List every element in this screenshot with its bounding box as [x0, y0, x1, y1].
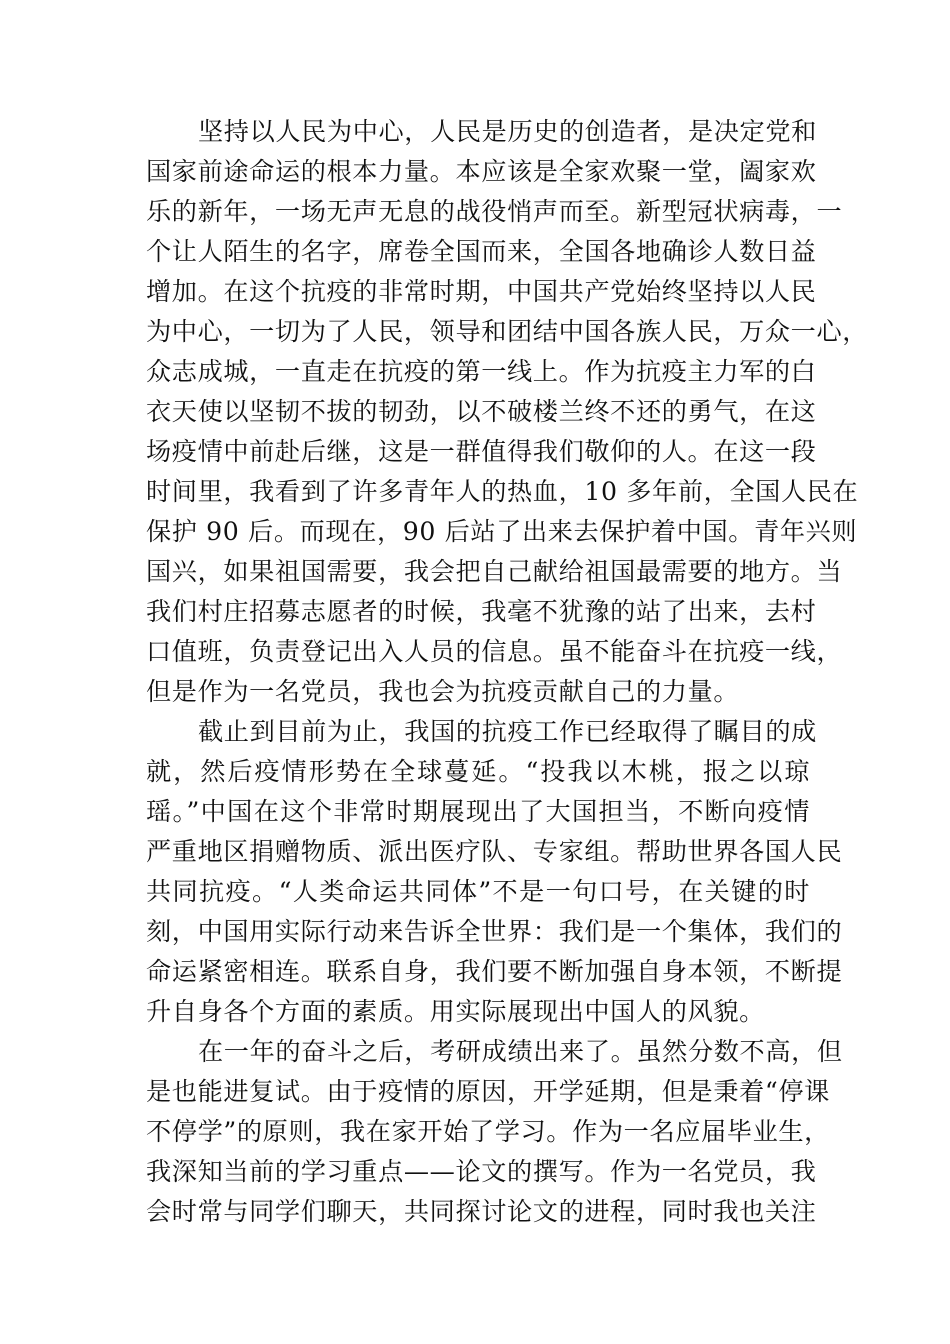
- paragraph-line: 场疫情中前赴后继，这是一群值得我们敬仰的人。在这一段: [146, 437, 817, 466]
- paragraph-line: 为中心，一切为了人民，领导和团结中国各族人民，万众一心，: [146, 317, 869, 346]
- paragraph-line: 是也能进复试。由于疫情的原因，开学延期，但是秉着“停课: [146, 1077, 830, 1106]
- paragraph-line: 瑶。”中国在这个非常时期展现出了大国担当，不断向疫情: [146, 797, 810, 826]
- paragraph-line: 衣天使以坚韧不拔的韧劲，以不破楼兰终不还的勇气，在这: [146, 397, 817, 426]
- paragraph-1: [146, 112, 869, 712]
- paragraph-line: 乐的新年，一场无声无息的战役悄声而至。新型冠状病毒，一: [146, 197, 843, 226]
- paragraph-3: [146, 1032, 843, 1232]
- paragraph-line: 国家前途命运的根本力量。本应该是全家欢聚一堂，阖家欢: [146, 157, 817, 186]
- paragraph-line: 共同抗疫。“人类命运共同体”不是一句口号，在关键的时: [146, 877, 810, 906]
- paragraph-line: 命运紧密相连。联系自身，我们要不断加强自身本领，不断提: [146, 957, 843, 986]
- paragraph-line: 我们村庄招募志愿者的时候，我毫不犹豫的站了出来，去村: [146, 597, 817, 626]
- paragraph-line: 升自身各个方面的素质。用实际展现出中国人的风貌。: [146, 997, 765, 1026]
- paragraph-line: 不停学”的原则，我在家开始了学习。作为一名应届毕业生，: [146, 1117, 830, 1146]
- document-body: [146, 112, 869, 1232]
- paragraph-line: 就，然后疫情形势在全球蔓延。“投我以木桃，报之以琼: [146, 757, 810, 786]
- paragraph-line: 我深知当前的学习重点——论文的撰写。作为一名党员，我: [146, 1157, 817, 1186]
- paragraph-line: 时间里，我看到了许多青年人的热血，10 多年前，全国人民在: [146, 477, 859, 506]
- paragraph-line: 个让人陌生的名字，席卷全国而来，全国各地确诊人数日益: [146, 237, 817, 266]
- paragraph-line: 截止到目前为止，我国的抗疫工作已经取得了瞩目的成: [198, 717, 817, 746]
- paragraph-line: 在一年的奋斗之后，考研成绩出来了。虽然分数不高，但: [198, 1037, 843, 1066]
- paragraph-line: 会时常与同学们聊天，共同探讨论文的进程，同时我也关注: [146, 1197, 817, 1226]
- paragraph-line: 国兴，如果祖国需要，我会把自己献给祖国最需要的地方。当: [146, 557, 843, 586]
- paragraph-line: 严重地区捐赠物质、派出医疗队、专家组。帮助世界各国人民: [146, 837, 843, 866]
- paragraph-line: 坚持以人民为中心，人民是历史的创造者，是决定党和: [198, 117, 817, 146]
- paragraph-line: 众志成城，一直走在抗疫的第一线上。作为抗疫主力军的白: [146, 357, 817, 386]
- paragraph-line: 增加。在这个抗疫的非常时期，中国共产党始终坚持以人民: [146, 277, 817, 306]
- paragraph-2: [146, 712, 843, 1032]
- paragraph-line: 口值班，负责登记出入人员的信息。虽不能奋斗在抗疫一线，: [146, 637, 843, 666]
- paragraph-line: 刻，中国用实际行动来告诉全世界：我们是一个集体，我们的: [146, 917, 843, 946]
- paragraph-line: 保护 90 后。而现在，90 后站了出来去保护着中国。青年兴则: [146, 517, 858, 546]
- paragraph-line: 但是作为一名党员，我也会为抗疫贡献自己的力量。: [146, 677, 740, 706]
